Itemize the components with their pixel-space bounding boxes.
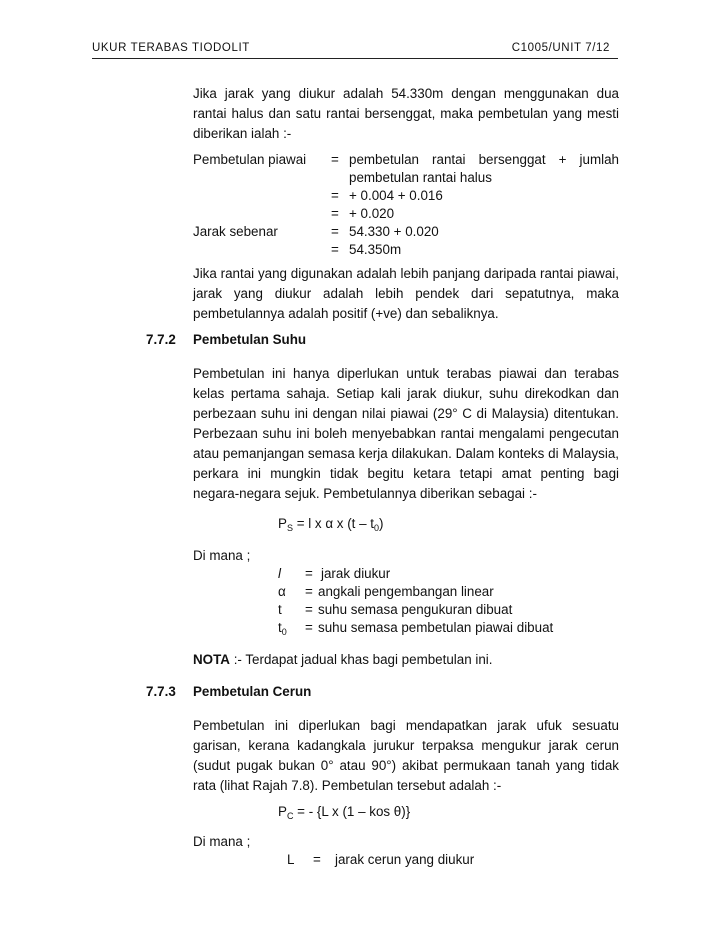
formula-p: P	[278, 516, 287, 531]
def-symbol-t: t	[278, 602, 282, 617]
formula-p-subscript: C	[286, 811, 294, 821]
def-symbol-L: L	[287, 852, 295, 867]
formula-close: )	[379, 516, 384, 531]
nota-label: NOTA	[193, 652, 230, 667]
def-equals: =	[313, 852, 321, 867]
intro-paragraph-2: Jika rantai yang digunakan adalah lebih panjang daripada rantai piawai, jarak yang diukur adalah lebih pendek dari sepatutnya, maka pembetulannya adalah positif (+ve) dan sebaliknya.	[193, 266, 619, 321]
formula-p-subscript: S	[286, 523, 293, 533]
nota-line	[193, 650, 493, 670]
formula-body: = l x α x (t – t	[296, 516, 375, 531]
calc-value-5: 54.350m	[349, 242, 402, 257]
intro-paragraph-1: Jika jarak yang diukur adalah 54.330m dengan menggunakan dua rantai halus dan satu rantai bersenggat, maka pembetulan yang mesti diberikan ialah :-	[193, 86, 619, 141]
def-symbol-t0	[278, 618, 287, 642]
calc-equals-5: =	[331, 242, 339, 257]
calc-label-true-distance: Jarak sebenar	[193, 224, 278, 239]
calc-value-3: + 0.020	[349, 206, 395, 221]
def-text: suhu semasa pengukuran dibuat	[318, 602, 513, 617]
section-title-773: Pembetulan Cerun	[193, 684, 312, 699]
def-text: angkali pengembangan linear	[318, 584, 494, 599]
def-equals: =	[305, 620, 313, 635]
section-773-paragraph: Pembetulan ini diperlukan bagi mendapatkan jarak ufuk sesuatu garisan, kerana kadangkala jurukur terpaksa mengukur jarak cerun (sudut pugak bukan 0° atau 90°) akibat permukaan tanah yang tidak rata (lihat Rajah 7.8). Pembetulan tersebut adalah :-	[193, 718, 619, 793]
section-title-772: Pembetulan Suhu	[193, 332, 307, 347]
calc-equals-1: =	[331, 152, 339, 167]
temperature-formula	[278, 514, 384, 538]
def-symbol-l: l	[278, 566, 281, 581]
header-title: UKUR TERABAS TIODOLIT	[92, 42, 250, 54]
calc-value-4: 54.330 + 0.020	[349, 224, 439, 239]
def-text: jarak cerun yang diukur	[335, 852, 475, 867]
where-label-772: Di mana ;	[193, 548, 251, 563]
def-equals: =	[305, 602, 313, 617]
def-symbol-t0-sub: 0	[281, 627, 287, 637]
nota-text: :- Terdapat jadual khas bagi pembetulan ini.	[233, 652, 493, 667]
calc-equals-4: =	[331, 224, 339, 239]
where-label-773: Di mana ;	[193, 834, 251, 849]
section-number-772: 7.7.2	[146, 332, 176, 347]
calc-label-standard-correction: Pembetulan piawai	[193, 152, 307, 167]
calc-equals-2: =	[331, 188, 339, 203]
section-number-773: 7.7.3	[146, 684, 176, 699]
calc-equals-3: =	[331, 206, 339, 221]
formula-p: P	[278, 804, 287, 819]
section-772-paragraph: Pembetulan ini hanya diperlukan untuk terabas piawai dan terabas kelas pertama sahaja. Setiap kali jarak diukur, suhu direkodkan dan perbezaan suhu ini dengan nilai piawai (29° C di Malaysia) ditentukan. Perbezaan suhu ini boleh menyebabkan rantai mengalami pengecutan atau pemanjangan semasa kerja dilakukan. Dalam konteks di Malaysia, perkara ini mungkin tidak begitu ketara tetapi amat penting bagi negara-negara sejuk. Pembetulannya diberikan sebagai :-	[193, 366, 619, 501]
header-page-code: C1005/UNIT 7/12	[511, 42, 610, 54]
def-text: jarak diukur	[321, 566, 391, 581]
def-equals: =	[305, 566, 313, 581]
formula-t0-subscript: 0	[374, 523, 380, 533]
def-symbol-t0-base: t	[278, 620, 282, 635]
calc-value-1b: pembetulan rantai halus	[349, 170, 492, 185]
def-equals: =	[305, 584, 313, 599]
calc-value-2: + 0.004 + 0.016	[349, 188, 443, 203]
calc-value-1a: pembetulan rantai bersenggat + jumlah	[349, 152, 619, 167]
formula-body: = - {L x (1 – kos θ)}	[297, 804, 411, 819]
slope-formula	[278, 802, 410, 826]
def-text: suhu semasa pembetulan piawai dibuat	[318, 620, 554, 635]
def-symbol-alpha: α	[278, 584, 286, 599]
